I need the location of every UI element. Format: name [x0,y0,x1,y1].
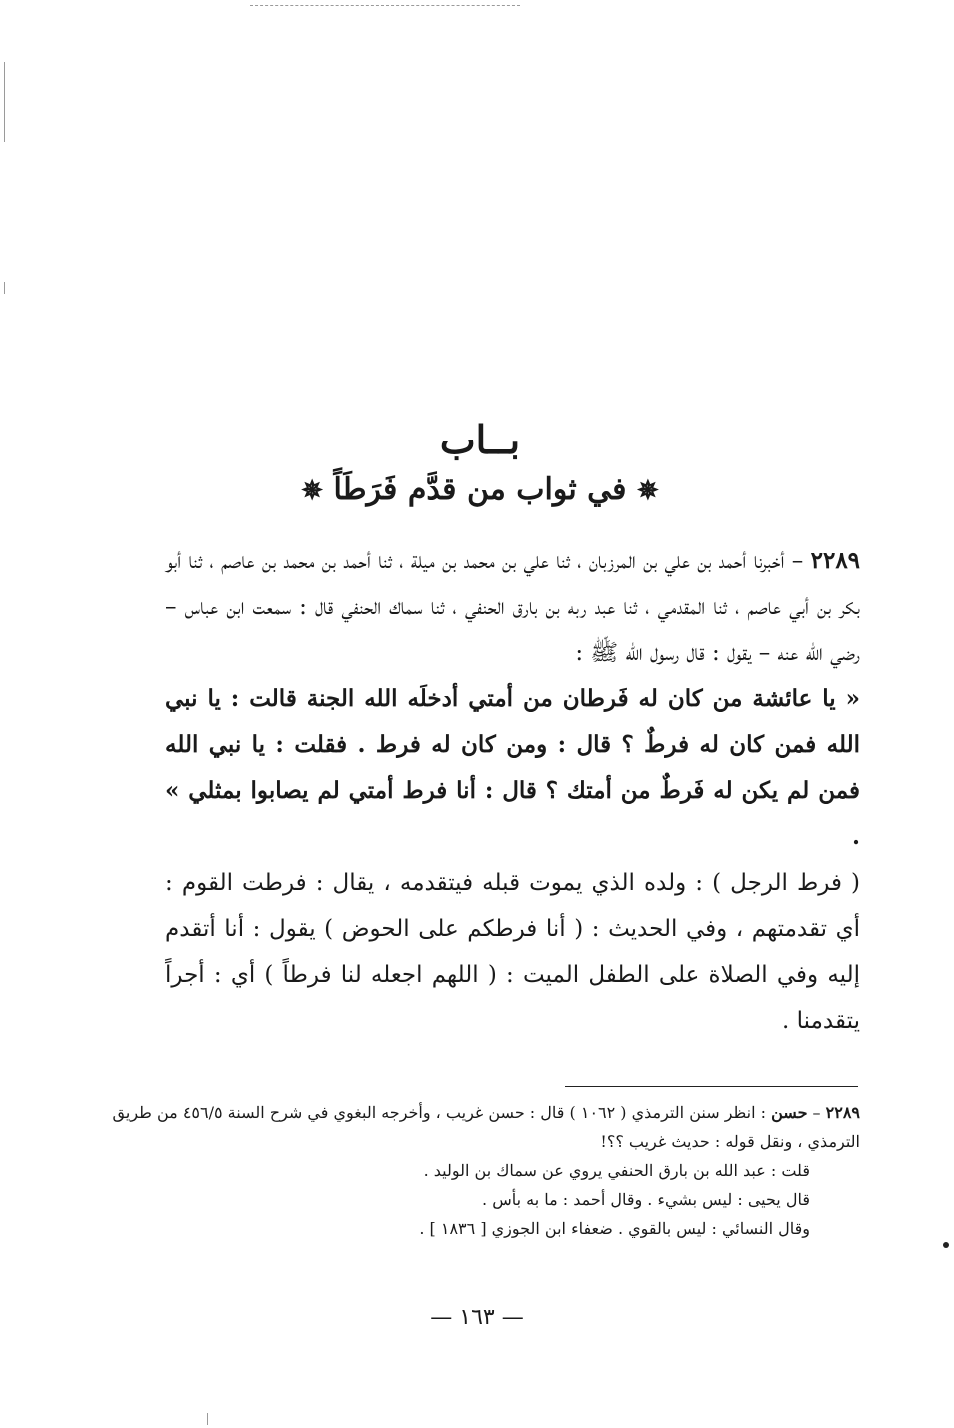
footnote-line: قلت : عبد الله بن بارق الحنفي يروي عن سماك بن الوليد . [423,1161,810,1180]
margin-dot [943,1242,949,1248]
section-title [200,463,760,518]
star-ornament-icon: ✵ [301,476,324,506]
hadith-dash: – [791,548,804,574]
footnote-text: : انظر سنن الترمذي ( ١٠٦٢ ) قال : حسن غريب ، وأخرجه البغوي في شرح السنة ٤٥٦/٥ من طريق الترمذي ، ونقل قوله : حديث غريب ؟؟! [112,1103,860,1151]
footnote-number: ٢٢٨٩ [825,1103,860,1122]
footnote-line: قال يحيى : ليس بشيء . وقال أحمد : ما به بأس . [482,1190,810,1209]
binding-edge-mark [4,282,5,294]
hadith-isnad-paragraph [165,538,860,676]
hadith-matn: « يا عائشة من كان له فَرطان من أمتي أدخلَه الله الجنة قالت : يا نبي الله فمن كان له فرطٌ ؟ قال : ومن كان له فرط . فقلت : يا نبي الله فمن لم يكن له فَرطٌ من أمتك ؟ قال : أنا فرط أمتي لم يصابوا بمثلي » . [165,685,860,850]
footnote-grade: حسن [771,1103,808,1122]
star-ornament-icon: ✵ [636,476,659,506]
footnote-separator [565,1086,858,1087]
chapter-heading: بــاب [439,417,521,462]
hadith-number: ٢٢٨٩ [810,547,861,574]
scan-mark [207,1413,208,1425]
footnote-line: ٢٢٨٩ – حسن : انظر سنن الترمذي ( ١٠٦٢ ) قال : حسن غريب ، وأخرجه البغوي في شرح السنة ٤٥٦/٥ من طريق الترمذي ، ونقل قوله : حديث غريب ؟؟! [112,1103,860,1151]
footnote-line: وقال النسائي : ليس بالقوي . ضعفاء ابن الجوزي [ ١٨٣٦ ] . [419,1219,810,1238]
hadith-body [165,538,860,1044]
section-title-text: في ثواب من قدَّم فَرَطَاً [333,472,627,507]
hadith-isnad: أخبرنا أحمد بن علي بن المرزبان ، ثنا علي بن محمد بن ميلة ، ثنا أحمد بن محمد بن عاصم ، ثنا أبو بكر بن أبي عاصم ، ثنا المقدمي ، ثنا عبد ربه بن بارق الحنفي ، ثنا سماك الحنفي قال : سمعت ابن عباس – رضي الله عنه – يقول : قال رسول الله ﷺ : [165,548,860,666]
binding-edge-mark [4,62,5,142]
top-dashed-rule [250,5,520,6]
hadith-gloss: ( فرط الرجل ) : ولده الذي يموت قبله فيتقدمه ، يقال : فرطت القوم : أي تقدمتهم ، وفي الحديث : ( أنا فرطكم على الحوض ) يقول : أنا أتقدم إليه وفي الصلاة على الطفل الميت : ( اللهم اجعله لنا فرطاً ) أي : أجراً يتقدمنا . [165,870,860,1034]
footnotes [110,1098,860,1243]
page-number: — ١٦٣ — [430,1305,524,1330]
